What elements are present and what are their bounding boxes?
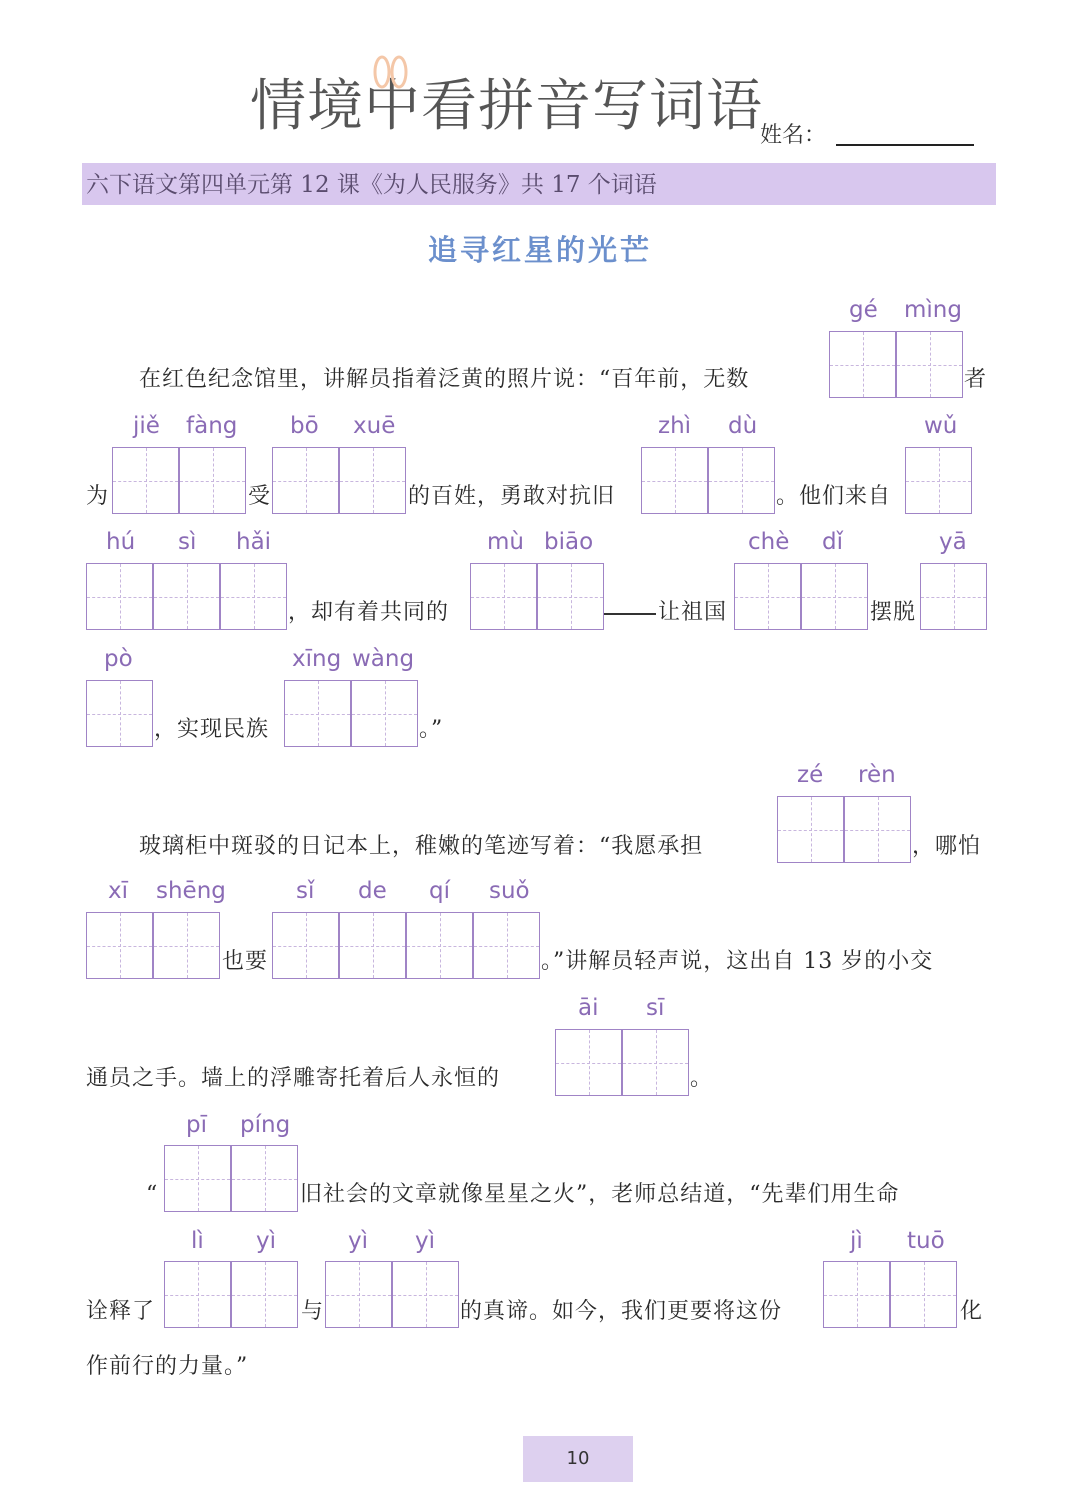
text-fragment: 让祖国 — [658, 600, 728, 625]
pinyin-label: lì — [191, 1228, 204, 1254]
writing-box[interactable] — [896, 331, 963, 398]
pinyin-label: zé — [797, 762, 824, 788]
writing-box[interactable] — [231, 1261, 298, 1328]
text-fragment: 。他们来自 — [776, 484, 892, 509]
bunny-ears-icon — [366, 52, 416, 92]
writing-box[interactable] — [179, 447, 246, 514]
text-fragment: 。” — [419, 717, 444, 742]
pinyin-label: tuō — [907, 1228, 945, 1254]
writing-box[interactable] — [844, 796, 911, 863]
pinyin-label: pī — [186, 1112, 207, 1138]
pinyin-label: xī — [108, 878, 129, 904]
writing-box[interactable] — [708, 447, 775, 514]
writing-box[interactable] — [153, 563, 220, 630]
writing-box[interactable] — [351, 680, 418, 747]
pinyin-label: pò — [104, 646, 133, 672]
pinyin-label: qí — [429, 878, 450, 904]
text-fragment: 。”讲解员轻声说，这出自 13 岁的小交 — [541, 949, 934, 974]
writing-box[interactable] — [86, 912, 153, 979]
lesson-banner: 六下语文第四单元第 12 课《为人民服务》共 17 个词语 — [82, 163, 996, 205]
writing-box[interactable] — [112, 447, 179, 514]
writing-box[interactable] — [555, 1029, 622, 1096]
text-fragment: 作前行的力量。” — [86, 1354, 249, 1379]
pinyin-label: de — [358, 878, 387, 904]
story-title: 追寻红星的光芒 — [427, 233, 652, 267]
writing-box[interactable] — [153, 912, 220, 979]
pinyin-label: shēng — [156, 878, 226, 904]
writing-box[interactable] — [86, 563, 153, 630]
writing-box[interactable] — [777, 796, 844, 863]
pinyin-label: wǔ — [924, 413, 958, 439]
writing-box[interactable] — [339, 912, 406, 979]
pinyin-label: gé — [849, 297, 878, 323]
pinyin-label: fàng — [186, 413, 238, 439]
pinyin-label: wàng — [352, 646, 415, 672]
writing-box[interactable] — [284, 680, 351, 747]
pinyin-label: āi — [578, 995, 599, 1021]
pinyin-label: yā — [939, 529, 967, 555]
text-fragment: ，哪怕 — [912, 834, 982, 859]
page-number: 10 — [523, 1436, 633, 1482]
text-fragment: 旧社会的文章就像星星之火”，老师总结道，“先辈们用生命 — [300, 1182, 900, 1207]
pinyin-label: sǐ — [296, 878, 315, 904]
writing-box[interactable] — [164, 1261, 231, 1328]
text-fragment: “ — [146, 1182, 159, 1207]
writing-box[interactable] — [339, 447, 406, 514]
text-fragment: 也要 — [222, 949, 269, 974]
text-fragment: ，实现民族 — [154, 717, 270, 742]
text-fragment: 诠释了 — [86, 1299, 156, 1324]
writing-box[interactable] — [641, 447, 708, 514]
pinyin-label: xīng — [292, 646, 342, 672]
worksheet-title: 情境中看拼音写词语 — [250, 74, 763, 139]
writing-box[interactable] — [272, 447, 339, 514]
text-fragment: 化 — [960, 1299, 984, 1324]
pinyin-label: píng — [240, 1112, 291, 1138]
writing-box[interactable] — [272, 912, 339, 979]
pinyin-label: dù — [728, 413, 758, 439]
writing-box[interactable] — [537, 563, 604, 630]
pinyin-label: hǎi — [236, 529, 272, 555]
writing-box[interactable] — [829, 331, 896, 398]
text-fragment: 摆脱 — [870, 600, 917, 625]
writing-box[interactable] — [905, 447, 972, 514]
pinyin-label: chè — [748, 529, 790, 555]
pinyin-label: sī — [646, 995, 665, 1021]
pinyin-label: hú — [106, 529, 136, 555]
name-label: 姓名： — [760, 123, 827, 148]
text-fragment: 玻璃柜中斑驳的日记本上，稚嫩的笔迹写着：“我愿承担 — [139, 834, 704, 859]
pinyin-label: zhì — [658, 413, 692, 439]
pinyin-label: xuē — [353, 413, 396, 439]
pinyin-label: sì — [178, 529, 197, 555]
text-fragment: ，却有着共同的 — [288, 600, 450, 625]
writing-box[interactable] — [734, 563, 801, 630]
writing-box[interactable] — [890, 1261, 957, 1328]
writing-box[interactable] — [86, 680, 153, 747]
pinyin-label: yì — [415, 1228, 436, 1254]
text-fragment: 的真谛。如今，我们更要将这份 — [460, 1299, 783, 1324]
text-fragment: 的百姓，勇敢对抗旧 — [408, 484, 616, 509]
writing-box[interactable] — [920, 563, 987, 630]
writing-box[interactable] — [473, 912, 540, 979]
pinyin-label: mìng — [904, 297, 962, 323]
text-fragment: 为 — [86, 484, 110, 509]
text-fragment: 。 — [690, 1066, 714, 1091]
pinyin-label: jiě — [133, 413, 160, 439]
text-fragment: 通员之手。墙上的浮雕寄托着后人永恒的 — [86, 1066, 501, 1091]
pinyin-label: mù — [487, 529, 524, 555]
pinyin-label: dǐ — [822, 529, 843, 555]
em-dash — [604, 613, 656, 615]
text-fragment: 与 — [301, 1299, 325, 1324]
pinyin-label: suǒ — [489, 878, 530, 904]
pinyin-label: rèn — [858, 762, 896, 788]
name-blank-line[interactable] — [836, 144, 974, 146]
writing-box[interactable] — [470, 563, 537, 630]
text-fragment: 受 — [248, 484, 272, 509]
text-fragment: 在红色纪念馆里，讲解员指着泛黄的照片说：“百年前，无数 — [139, 367, 750, 392]
pinyin-label: jì — [850, 1228, 863, 1254]
writing-box[interactable] — [801, 563, 868, 630]
pinyin-label: bō — [290, 413, 319, 439]
pinyin-label: yì — [256, 1228, 277, 1254]
writing-box[interactable] — [622, 1029, 689, 1096]
writing-box[interactable] — [325, 1261, 392, 1328]
writing-box[interactable] — [406, 912, 473, 979]
writing-box[interactable] — [823, 1261, 890, 1328]
pinyin-label: yì — [348, 1228, 369, 1254]
text-fragment: 者 — [964, 367, 988, 392]
writing-box[interactable] — [220, 563, 287, 630]
writing-box[interactable] — [392, 1261, 459, 1328]
writing-box[interactable] — [164, 1145, 231, 1212]
pinyin-label: biāo — [544, 529, 594, 555]
writing-box[interactable] — [231, 1145, 298, 1212]
